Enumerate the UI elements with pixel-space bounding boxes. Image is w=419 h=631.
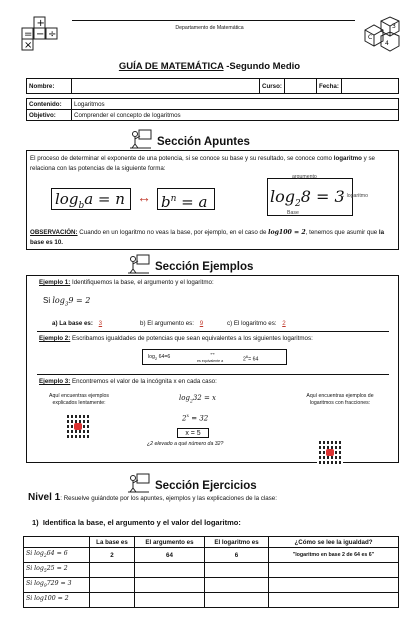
power-formula-box: $b^n = a$ bbox=[157, 188, 215, 210]
answer-cell[interactable] bbox=[205, 578, 269, 593]
qr-right-caption: Aquí encuentras ejemplos de logaritmos con fracciones: bbox=[306, 393, 374, 406]
svg-text:=: = bbox=[24, 29, 33, 40]
example-3-heading: Ejemplo 3: Encontremos el valor de la incógnita x en cada caso: bbox=[39, 378, 217, 385]
expression-cell: Si $\log_9729 = 3$ bbox=[24, 578, 90, 593]
ejemplos-header bbox=[128, 254, 298, 274]
example-1-heading: Ejemplo 1: Identifiquemos la base, el argumento y el logaritmo: bbox=[39, 279, 214, 286]
answer-cell: 64 bbox=[135, 548, 205, 563]
section-apuntes-title: Sección Apuntes bbox=[157, 136, 250, 148]
log-formula-box: $\log_ba = n$ bbox=[51, 188, 131, 210]
answer-cell: "logaritmo en base 2 de 64 es 6" bbox=[269, 548, 399, 563]
header-cell: ¿Cómo se lee la igualdad? bbox=[269, 537, 399, 548]
answer-cell[interactable] bbox=[269, 593, 399, 608]
answer-cell[interactable] bbox=[135, 563, 205, 578]
header-cell: El argumento es bbox=[135, 537, 205, 548]
name-field[interactable] bbox=[72, 79, 260, 94]
example-3-power: $2^x = 32$ bbox=[182, 414, 209, 423]
objective-value: Comprender el concepto de logaritmos bbox=[72, 110, 399, 121]
nivel-1-instructions: Nivel 1: Resuelve guiándote por los apuntes, ejemplos y las explicaciones de la clase: bbox=[28, 492, 277, 503]
answer-cell[interactable] bbox=[269, 563, 399, 578]
example-1-answer-a: a) La base es: 3 bbox=[52, 320, 103, 327]
ejercicios-header bbox=[128, 473, 298, 493]
table-row bbox=[24, 563, 399, 578]
example-2-heading: Ejemplo 2: Escribamos igualdades de potencias que sean equivalentes a los siguientes logaritmos: bbox=[39, 335, 313, 342]
ejemplos-box bbox=[26, 275, 399, 463]
teacher-board-icon bbox=[130, 129, 152, 149]
teacher-board-icon bbox=[128, 473, 150, 493]
example-1-answer-c: c) El logaritmo es: 2 bbox=[227, 320, 286, 327]
svg-text:−: − bbox=[36, 29, 45, 40]
exercise-table bbox=[23, 536, 399, 608]
content-label: Contenido: bbox=[27, 99, 72, 110]
log-parts-diagram: argumento $\log_28 = 3$ → logaritmo Base bbox=[267, 174, 397, 224]
question-1: 1) Identifica la base, el argumento y el valor del logaritmo: bbox=[32, 518, 241, 527]
example-2-equivalence-box: $\log_2 64=6$ ↔ es equivalente a $2^6= 64$ bbox=[142, 349, 287, 365]
header-cell: El logaritmo es bbox=[205, 537, 269, 548]
table-row bbox=[24, 593, 399, 608]
answer-cell[interactable] bbox=[90, 593, 135, 608]
answer-cell: 2 bbox=[90, 548, 135, 563]
answer-cell: 6 bbox=[205, 548, 269, 563]
answer-cell[interactable] bbox=[205, 563, 269, 578]
answer-cell[interactable] bbox=[90, 563, 135, 578]
student-info-table bbox=[26, 78, 399, 121]
svg-text:C: C bbox=[368, 34, 373, 41]
answer-cell[interactable] bbox=[135, 578, 205, 593]
math-cubes-logo bbox=[362, 16, 402, 52]
qr-code-video-right[interactable] bbox=[317, 440, 343, 466]
expression-cell: Si $\log_525 = 2$ bbox=[24, 563, 90, 578]
svg-text:÷: ÷ bbox=[48, 29, 57, 40]
date-label: Fecha: bbox=[316, 79, 341, 94]
answer-cell[interactable] bbox=[135, 593, 205, 608]
observation-note: OBSERVACIÓN: Cuando en un logaritmo no veas la base, por ejemplo, en el caso de log100 = 2, tenemos que asumir que la base es 10. bbox=[30, 229, 385, 246]
objective-label: Objetivo: bbox=[27, 110, 72, 121]
example-1-expression: Si $\log_39 = 2$ bbox=[43, 296, 91, 308]
svg-text:3: 3 bbox=[392, 23, 396, 30]
name-label: Nombre: bbox=[27, 79, 72, 94]
course-field[interactable] bbox=[284, 79, 316, 94]
example-3-question: ¿2 elevado a qué número da 32? bbox=[147, 441, 224, 447]
table-row bbox=[24, 548, 399, 563]
page-title: GUÍA DE MATEMÁTICA -Segundo Medio bbox=[118, 61, 301, 72]
course-label: Curso: bbox=[260, 79, 285, 94]
section-ejemplos-title: Sección Ejemplos bbox=[155, 261, 254, 273]
answer-cell[interactable] bbox=[90, 578, 135, 593]
qr-code-video-left[interactable] bbox=[65, 414, 91, 440]
equivalence-arrow: ↔ bbox=[137, 189, 151, 205]
table-row bbox=[24, 578, 399, 593]
svg-text:+: + bbox=[36, 18, 45, 29]
math-symbols-logo bbox=[20, 16, 64, 52]
apuntes-paragraph: El proceso de determinar el exponente de una potencia, si se conoce su base y su resultado, se conoce como logaritmo y se relaciona con las potencias de la siguiente forma: bbox=[30, 155, 375, 172]
header-cell: La base es bbox=[90, 537, 135, 548]
example-3-answer: x = 5 bbox=[177, 428, 209, 438]
example-1-answer-b: b) El argumento es: 9 bbox=[140, 320, 204, 327]
apuntes-box bbox=[26, 150, 399, 250]
example-3-equation: $\log_232 = x$ bbox=[179, 394, 216, 405]
svg-text:4: 4 bbox=[385, 40, 389, 47]
svg-text:×: × bbox=[24, 40, 33, 51]
date-field[interactable] bbox=[341, 79, 398, 94]
answer-cell[interactable] bbox=[205, 593, 269, 608]
content-value: Logaritmos bbox=[72, 99, 399, 110]
teacher-board-icon bbox=[128, 254, 150, 274]
header-cell bbox=[24, 537, 90, 548]
expression-cell: Si $\log_264 = 6$ bbox=[24, 548, 90, 563]
expression-cell: Si log100 = 2 bbox=[24, 593, 90, 608]
section-ejercicios-title: Sección Ejercicios bbox=[155, 480, 257, 492]
answer-cell[interactable] bbox=[269, 578, 399, 593]
qr-left-caption: Aquí encuentras ejemplos explicados lentamente: bbox=[49, 393, 109, 406]
apuntes-header bbox=[130, 129, 290, 149]
department-name: Departamento de Matemática bbox=[175, 25, 244, 31]
